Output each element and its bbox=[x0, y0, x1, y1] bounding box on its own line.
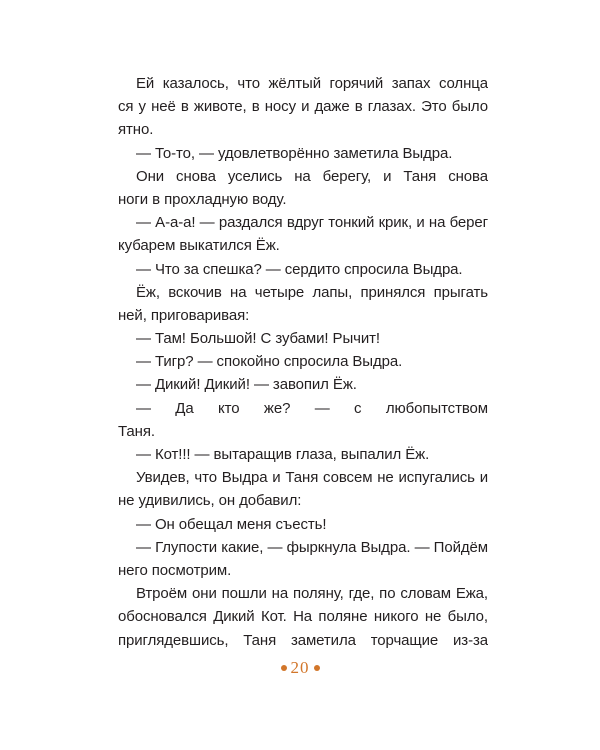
text-line: — Что за спешка? — сердито спросила Выдра. bbox=[136, 260, 463, 278]
text-line: обосновался Дикий Кот. На поляне никого не было, bbox=[118, 608, 488, 626]
text-line: — Глупости какие, — фыркнула Выдра. — Пойдём bbox=[136, 538, 488, 556]
body-text bbox=[118, 72, 488, 652]
text-line: — Он обещал меня съесть! bbox=[136, 515, 327, 533]
text-line: — Да кто же? — с любопытством bbox=[136, 399, 488, 417]
text-line: не удивились, он добавил: bbox=[118, 492, 302, 510]
text-line: ся у неё в животе, в носу и даже в глазах. Это было bbox=[118, 98, 488, 116]
text-line: Втроём они пошли на поляну, где, по словам Ежа, bbox=[136, 585, 488, 603]
text-line: ятно. bbox=[118, 121, 154, 139]
page-number-footer bbox=[0, 658, 600, 678]
text-line: — Тигр? — спокойно спросила Выдра. bbox=[136, 353, 403, 371]
text-line: Они снова уселись на берегу, и Таня снова bbox=[136, 167, 488, 185]
text-line: Ей казалось, что жёлтый горячий запах солнца bbox=[136, 75, 488, 92]
text-line: приглядевшись, Таня заметила торчащие из-за bbox=[118, 631, 488, 649]
text-line: — Дикий! Дикий! — завопил Ёж. bbox=[136, 376, 357, 394]
text-line: кубарем выкатился Ёж. bbox=[118, 237, 280, 255]
ornament-dot-right bbox=[314, 665, 320, 671]
text-line: Таня. bbox=[118, 422, 155, 440]
text-line: — Там! Большой! С зубами! Рычит! bbox=[136, 330, 380, 348]
page-number: 20 bbox=[290, 658, 310, 677]
text-line: него посмотрим. bbox=[118, 561, 232, 579]
text-line: Увидев, что Выдра и Таня совсем не испугались и bbox=[136, 469, 488, 487]
text-line: ней, приговаривая: bbox=[118, 306, 250, 324]
text-line: — А-а-а! — раздался вдруг тонкий крик, и на берег bbox=[136, 214, 488, 232]
text-line: — То-то, — удовлетворённо заметила Выдра. bbox=[136, 144, 453, 162]
text-line: Ёж, вскочив на четыре лапы, принялся прыгать bbox=[136, 283, 488, 301]
text-line: ноги в прохладную воду. bbox=[118, 190, 287, 208]
ornament-dot-left bbox=[281, 665, 287, 671]
text-line: — Кот!!! — вытаращив глаза, выпалил Ёж. bbox=[136, 446, 430, 463]
